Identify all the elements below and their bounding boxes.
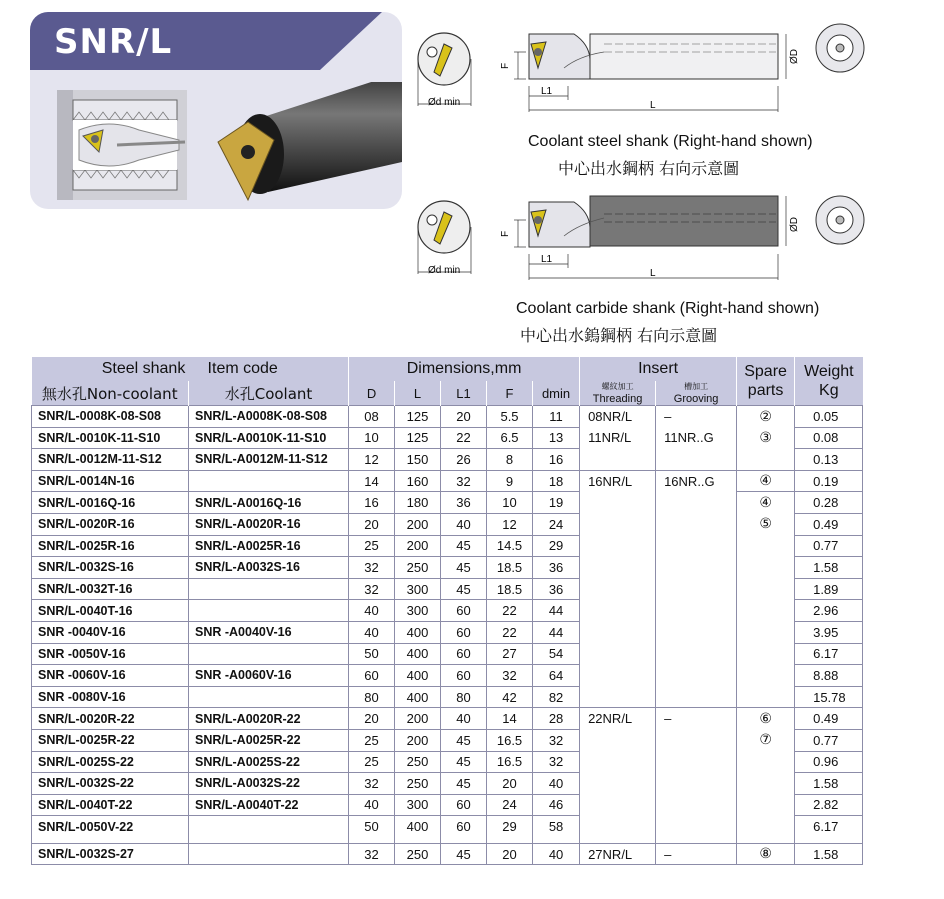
spare-parts-ref <box>737 794 795 816</box>
weight-value: 2.82 <box>795 794 863 816</box>
l-value: 250 <box>395 773 441 795</box>
end-view-dmin <box>418 33 471 106</box>
grooving-cn: 槽加工 <box>684 382 709 391</box>
coolant-code <box>189 843 349 865</box>
spare-parts-ref <box>737 665 795 687</box>
non-coolant-code: SNR/L-0016Q-16 <box>32 492 189 514</box>
threading-insert <box>580 557 656 579</box>
dmin-value: 13 <box>533 427 580 449</box>
l-value: 125 <box>395 406 441 428</box>
weight-value: 0.05 <box>795 406 863 428</box>
threading-insert <box>580 492 656 514</box>
steel-caption-en: Coolant steel shank (Right-hand shown) <box>528 133 813 150</box>
threading-insert <box>580 816 656 837</box>
l-value: 400 <box>395 621 441 643</box>
spare-parts-ref <box>737 535 795 557</box>
spec-table-body <box>32 406 863 865</box>
l-value: 300 <box>395 794 441 816</box>
table-row <box>32 513 863 535</box>
weight-value: 0.49 <box>795 708 863 730</box>
l-value: 125 <box>395 427 441 449</box>
l1-value: 60 <box>441 600 487 622</box>
carbide-caption-cn: 中心出水鎢鋼柄 右向示意圖 <box>520 326 718 345</box>
weight-value: 8.88 <box>795 665 863 687</box>
dmin-value: 44 <box>533 621 580 643</box>
d-value: 32 <box>349 557 395 579</box>
d-value: 32 <box>349 578 395 600</box>
d-value: 12 <box>349 449 395 471</box>
weight-value: 6.17 <box>795 643 863 665</box>
threading-insert <box>580 643 656 665</box>
non-coolant-code: SNR/L-0050V-22 <box>32 816 189 837</box>
grooving-insert <box>656 535 737 557</box>
non-coolant-code: SNR -0040V-16 <box>32 621 189 643</box>
table-row <box>32 600 863 622</box>
d-value: 20 <box>349 708 395 730</box>
f-col-header: F <box>487 381 533 406</box>
dmin-value: 24 <box>533 513 580 535</box>
l1-value: 45 <box>441 578 487 600</box>
d-value: 16 <box>349 492 395 514</box>
l1-value: 40 <box>441 708 487 730</box>
f-value: 20 <box>487 843 533 865</box>
f-value: 18.5 <box>487 578 533 600</box>
coolant-code: SNR/L-A0025R-22 <box>189 729 349 751</box>
threading-col-header <box>580 381 656 406</box>
grooving-insert <box>656 686 737 708</box>
d-label: ØD <box>789 217 800 232</box>
spare-parts-ref <box>737 578 795 600</box>
item-code-label: Item code <box>207 360 278 377</box>
threading-insert <box>580 535 656 557</box>
d-value: 32 <box>349 773 395 795</box>
dmin-value: 64 <box>533 665 580 687</box>
l-value: 250 <box>395 557 441 579</box>
coolant-code: SNR/L-A0008K-08-S08 <box>189 406 349 428</box>
f-value: 27 <box>487 643 533 665</box>
dmin-value: 19 <box>533 492 580 514</box>
d-value: 60 <box>349 665 395 687</box>
threading-insert <box>580 578 656 600</box>
end-view-shank <box>816 196 864 244</box>
l1-value: 80 <box>441 686 487 708</box>
steel-shank-drawing <box>414 14 874 114</box>
non-coolant-code: SNR/L-0032S-16 <box>32 557 189 579</box>
f-value: 9 <box>487 470 533 492</box>
non-coolant-code: SNR -0050V-16 <box>32 643 189 665</box>
l1-value: 60 <box>441 816 487 837</box>
f-value: 12 <box>487 513 533 535</box>
coolant-code <box>189 470 349 492</box>
spare-parts-ref: ⑦ <box>737 729 795 751</box>
dmin-value: 36 <box>533 578 580 600</box>
dmin-value: 32 <box>533 729 580 751</box>
grooving-insert <box>656 816 737 837</box>
weight-value: 3.95 <box>795 621 863 643</box>
l1-value: 45 <box>441 843 487 865</box>
grooving-insert <box>656 513 737 535</box>
weight-value: 0.28 <box>795 492 863 514</box>
hero-panel <box>30 12 402 209</box>
threading-insert <box>580 449 656 471</box>
table-row <box>32 751 863 773</box>
threading-insert: 11NR/L <box>580 427 656 449</box>
f-value: 20 <box>487 773 533 795</box>
table-row <box>32 578 863 600</box>
table-row <box>32 686 863 708</box>
non-coolant-code: SNR/L-0025R-22 <box>32 729 189 751</box>
l-value: 400 <box>395 665 441 687</box>
threading-cn: 螺紋加工 <box>601 382 634 391</box>
grooving-insert <box>656 557 737 579</box>
weight-value: 0.96 <box>795 751 863 773</box>
f-value: 24 <box>487 794 533 816</box>
f-value: 6.5 <box>487 427 533 449</box>
l-value: 200 <box>395 729 441 751</box>
weight-value: 1.89 <box>795 578 863 600</box>
l1-value: 60 <box>441 643 487 665</box>
spare-parts-ref <box>737 686 795 708</box>
grooving-insert: 11NR..G <box>656 427 737 449</box>
grooving-insert <box>656 773 737 795</box>
spare-parts-ref <box>737 621 795 643</box>
l-value: 200 <box>395 513 441 535</box>
d-value: 40 <box>349 794 395 816</box>
f-value: 14.5 <box>487 535 533 557</box>
end-view-dmin <box>418 201 471 274</box>
non-coolant-code: SNR/L-0032S-22 <box>32 773 189 795</box>
grooving-insert: – <box>656 708 737 730</box>
f-value: 16.5 <box>487 751 533 773</box>
spare-parts-ref: ⑧ <box>737 843 795 865</box>
table-row <box>32 621 863 643</box>
weight-value: 1.58 <box>795 843 863 865</box>
f-value: 22 <box>487 600 533 622</box>
insert-header: Insert <box>580 357 737 381</box>
l1-value: 45 <box>441 729 487 751</box>
dmin-value: 40 <box>533 843 580 865</box>
spare-parts-ref: ④ <box>737 470 795 492</box>
spare-parts-ref <box>737 449 795 471</box>
l1-value: 45 <box>441 773 487 795</box>
end-view-shank <box>816 24 864 72</box>
weight-value: 15.78 <box>795 686 863 708</box>
d-value: 32 <box>349 843 395 865</box>
spare-parts-ref <box>737 643 795 665</box>
threading-insert: 27NR/L <box>580 843 656 865</box>
spare-parts-ref <box>737 816 795 837</box>
steel-caption-cn: 中心出水鋼柄 右向示意圖 <box>558 159 740 178</box>
threading-insert <box>580 686 656 708</box>
coolant-code: SNR -A0040V-16 <box>189 621 349 643</box>
dmin-col-header: dmin <box>533 381 580 406</box>
non-coolant-header: 無水孔Non-coolant <box>32 381 189 406</box>
dmin-value: 46 <box>533 794 580 816</box>
table-row <box>32 557 863 579</box>
d-label: ØD <box>789 49 800 64</box>
table-row <box>32 449 863 471</box>
weight-header: Weight Kg <box>795 357 863 406</box>
non-coolant-code: SNR -0060V-16 <box>32 665 189 687</box>
weight-value: 0.13 <box>795 449 863 471</box>
dmin-value: 11 <box>533 406 580 428</box>
f-value: 8 <box>487 449 533 471</box>
non-coolant-code: SNR/L-0040T-22 <box>32 794 189 816</box>
d-value: 20 <box>349 513 395 535</box>
table-row <box>32 729 863 751</box>
grooving-insert <box>656 621 737 643</box>
non-coolant-code: SNR/L-0032T-16 <box>32 578 189 600</box>
weight-value: 0.77 <box>795 729 863 751</box>
non-coolant-code: SNR/L-0010K-11-S10 <box>32 427 189 449</box>
l1-value: 60 <box>441 665 487 687</box>
carbide-shank-drawing <box>414 182 874 282</box>
coolant-code: SNR/L-A0025S-22 <box>189 751 349 773</box>
d-value: 25 <box>349 729 395 751</box>
table-row <box>32 535 863 557</box>
spare-parts-ref: ③ <box>737 427 795 449</box>
spec-table <box>31 357 863 865</box>
dmin-label: Ød min <box>428 265 461 276</box>
f-label: F <box>500 62 511 69</box>
l1-value: 40 <box>441 513 487 535</box>
dmin-value: 16 <box>533 449 580 471</box>
coolant-code <box>189 600 349 622</box>
table-row <box>32 427 863 449</box>
non-coolant-code: SNR/L-0040T-16 <box>32 600 189 622</box>
weight-value: 1.58 <box>795 773 863 795</box>
f-value: 22 <box>487 621 533 643</box>
d-value: 50 <box>349 643 395 665</box>
f-value: 18.5 <box>487 557 533 579</box>
l1-value: 60 <box>441 794 487 816</box>
l-col-header: L <box>395 381 441 406</box>
dmin-value: 18 <box>533 470 580 492</box>
coolant-code: SNR/L-A0032S-22 <box>189 773 349 795</box>
coolant-header: 水孔Coolant <box>189 381 349 406</box>
d-value: 80 <box>349 686 395 708</box>
coolant-code: SNR -A0060V-16 <box>189 665 349 687</box>
coolant-code: SNR/L-A0012M-11-S12 <box>189 449 349 471</box>
dmin-value: 32 <box>533 751 580 773</box>
f-value: 5.5 <box>487 406 533 428</box>
l1-value: 32 <box>441 470 487 492</box>
table-row <box>32 643 863 665</box>
threading-insert <box>580 621 656 643</box>
l-value: 200 <box>395 708 441 730</box>
non-coolant-code: SNR/L-0014N-16 <box>32 470 189 492</box>
spare-parts-ref <box>737 600 795 622</box>
table-row <box>32 470 863 492</box>
table-row <box>32 773 863 795</box>
non-coolant-code: SNR/L-0025R-16 <box>32 535 189 557</box>
dmin-label: Ød min <box>428 97 461 108</box>
weight-value: 2.96 <box>795 600 863 622</box>
dmin-value: 82 <box>533 686 580 708</box>
spare-parts-ref: ② <box>737 406 795 428</box>
l-value: 300 <box>395 578 441 600</box>
threading-illustration <box>57 90 187 200</box>
l-value: 160 <box>395 470 441 492</box>
threading-insert: 08NR/L <box>580 406 656 428</box>
coolant-code: SNR/L-A0020R-16 <box>189 513 349 535</box>
dmin-value: 29 <box>533 535 580 557</box>
table-row <box>32 406 863 428</box>
d-value: 25 <box>349 535 395 557</box>
l1-value: 22 <box>441 427 487 449</box>
coolant-code: SNR/L-A0020R-22 <box>189 708 349 730</box>
dmin-value: 28 <box>533 708 580 730</box>
l1-value: 45 <box>441 535 487 557</box>
l-value: 200 <box>395 535 441 557</box>
grooving-en: Grooving <box>673 393 719 405</box>
tool-holder-photo <box>208 82 402 209</box>
non-coolant-code: SNR/L-0032S-27 <box>32 843 189 865</box>
table-row <box>32 708 863 730</box>
d-value: 25 <box>349 751 395 773</box>
grooving-insert <box>656 665 737 687</box>
grooving-insert <box>656 578 737 600</box>
weight-value: 0.49 <box>795 513 863 535</box>
table-row <box>32 492 863 514</box>
spare-parts-ref: ⑤ <box>737 513 795 535</box>
l1-value: 20 <box>441 406 487 428</box>
dmin-value: 36 <box>533 557 580 579</box>
l-value: 180 <box>395 492 441 514</box>
d-value: 08 <box>349 406 395 428</box>
spare-parts-ref <box>737 773 795 795</box>
threading-insert <box>580 729 656 751</box>
f-value: 42 <box>487 686 533 708</box>
grooving-insert <box>656 794 737 816</box>
spare-parts-header: Spare parts <box>737 357 795 406</box>
f-value: 32 <box>487 665 533 687</box>
coolant-code: SNR/L-A0010K-11-S10 <box>189 427 349 449</box>
coolant-code: SNR/L-A0032S-16 <box>189 557 349 579</box>
weight-value: 1.58 <box>795 557 863 579</box>
non-coolant-code: SNR/L-0020R-16 <box>32 513 189 535</box>
coolant-code <box>189 816 349 837</box>
grooving-insert: – <box>656 406 737 428</box>
non-coolant-code: SNR -0080V-16 <box>32 686 189 708</box>
l-value: 150 <box>395 449 441 471</box>
l1-value: 45 <box>441 751 487 773</box>
grooving-insert <box>656 643 737 665</box>
table-row <box>32 794 863 816</box>
l1-value: 60 <box>441 621 487 643</box>
threading-insert <box>580 600 656 622</box>
d-value: 14 <box>349 470 395 492</box>
dmin-value: 54 <box>533 643 580 665</box>
threading-insert <box>580 665 656 687</box>
l-value: 250 <box>395 843 441 865</box>
grooving-col-header <box>656 381 737 406</box>
hero-title: SNR/L <box>54 22 173 62</box>
steel-shank-header: Steel shank <box>101 360 186 377</box>
l-value: 250 <box>395 751 441 773</box>
d-value: 10 <box>349 427 395 449</box>
weight-value: 0.19 <box>795 470 863 492</box>
d-value: 50 <box>349 816 395 837</box>
f-value: 16.5 <box>487 729 533 751</box>
l-value: 400 <box>395 816 441 837</box>
coolant-code: SNR/L-A0040T-22 <box>189 794 349 816</box>
non-coolant-code: SNR/L-0012M-11-S12 <box>32 449 189 471</box>
coolant-code <box>189 643 349 665</box>
l-value: 300 <box>395 600 441 622</box>
l1-value: 36 <box>441 492 487 514</box>
spare-parts-ref <box>737 557 795 579</box>
carbide-caption-en: Coolant carbide shank (Right-hand shown) <box>516 300 820 317</box>
item-code-header <box>32 357 349 381</box>
grooving-insert <box>656 600 737 622</box>
threading-insert <box>580 513 656 535</box>
coolant-code: SNR/L-A0016Q-16 <box>189 492 349 514</box>
grooving-insert <box>656 729 737 751</box>
l1-col-header: L1 <box>441 381 487 406</box>
l-label: L <box>650 268 656 279</box>
l-label: L <box>650 100 656 111</box>
l1-value: 26 <box>441 449 487 471</box>
threading-insert <box>580 794 656 816</box>
grooving-insert <box>656 449 737 471</box>
table-row <box>32 816 863 837</box>
table-row <box>32 843 863 865</box>
l-value: 400 <box>395 686 441 708</box>
weight-value: 6.17 <box>795 816 863 837</box>
coolant-code <box>189 686 349 708</box>
weight-value: 0.08 <box>795 427 863 449</box>
d-col-header: D <box>349 381 395 406</box>
coolant-code <box>189 578 349 600</box>
dmin-value: 44 <box>533 600 580 622</box>
grooving-insert <box>656 492 737 514</box>
dmin-value: 58 <box>533 816 580 837</box>
grooving-insert: – <box>656 843 737 865</box>
weight-value: 0.77 <box>795 535 863 557</box>
non-coolant-code: SNR/L-0008K-08-S08 <box>32 406 189 428</box>
threading-en: Threading <box>592 393 643 405</box>
f-label: F <box>500 230 511 237</box>
grooving-insert <box>656 751 737 773</box>
spare-parts-ref: ⑥ <box>737 708 795 730</box>
threading-insert <box>580 773 656 795</box>
l1-label: L1 <box>541 254 553 265</box>
non-coolant-code: SNR/L-0025S-22 <box>32 751 189 773</box>
grooving-insert: 16NR..G <box>656 470 737 492</box>
spare-parts-ref: ④ <box>737 492 795 514</box>
dimensions-header: Dimensions,mm <box>349 357 580 381</box>
l-value: 400 <box>395 643 441 665</box>
coolant-code: SNR/L-A0025R-16 <box>189 535 349 557</box>
threading-insert: 22NR/L <box>580 708 656 730</box>
table-row <box>32 665 863 687</box>
d-value: 40 <box>349 621 395 643</box>
l1-value: 45 <box>441 557 487 579</box>
f-value: 29 <box>487 816 533 837</box>
f-value: 14 <box>487 708 533 730</box>
non-coolant-code: SNR/L-0020R-22 <box>32 708 189 730</box>
threading-insert <box>580 751 656 773</box>
l1-label: L1 <box>541 86 553 97</box>
spare-parts-ref <box>737 751 795 773</box>
f-value: 10 <box>487 492 533 514</box>
dmin-value: 40 <box>533 773 580 795</box>
d-value: 40 <box>349 600 395 622</box>
threading-insert: 16NR/L <box>580 470 656 492</box>
